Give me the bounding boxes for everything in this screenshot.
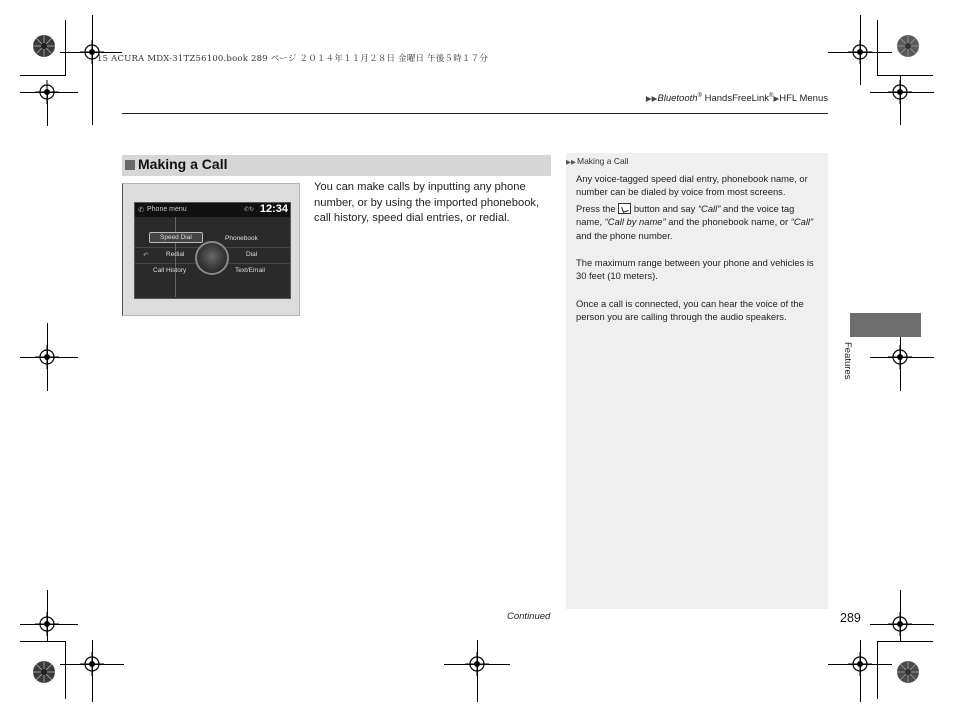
redial-icon: ↶: [143, 252, 149, 259]
breadcrumb-arrow-icon: ▶: [773, 94, 780, 104]
registration-target-icon: [465, 652, 489, 676]
section-heading-bar: [122, 155, 551, 176]
continued-label: Continued: [507, 611, 551, 622]
registration-target-icon: [848, 40, 872, 64]
para2-text: and the phone number.: [576, 229, 673, 241]
section-title: Making a Call: [138, 156, 228, 172]
breadcrumb-mark2: ®: [769, 93, 774, 99]
breadcrumb-mark1: ®: [697, 93, 702, 99]
talk-button-icon: [618, 203, 631, 214]
registration-target-icon: [888, 345, 912, 369]
registration-target-icon: [80, 652, 104, 676]
menu-item-redial[interactable]: Redial: [166, 251, 185, 258]
breadcrumb-part2: HandsFreeLink: [701, 93, 770, 105]
sidebar-heading-text: Making a Call: [577, 156, 629, 166]
menu-item-phonebook[interactable]: Phonebook: [225, 235, 258, 242]
voice-command: “Call”: [697, 203, 721, 214]
para2-text: and the phonebook name, or: [665, 216, 791, 228]
screen-top-bar: [135, 203, 290, 217]
page-number: 289: [840, 611, 861, 625]
screen-title: Phone menu: [147, 206, 187, 213]
star-target-icon: [896, 660, 920, 684]
bluetooth-status-icon: ✆↻: [243, 207, 254, 213]
menu-item-call-history[interactable]: Call History: [153, 267, 187, 274]
breadcrumb-arrow-icon: ▶▶: [645, 94, 658, 104]
sidebar-heading: [566, 156, 629, 166]
breadcrumb: [646, 93, 828, 104]
star-target-icon: [32, 34, 56, 58]
para2-text: and the voice tag name,: [576, 203, 795, 228]
star-target-icon: [32, 660, 56, 684]
phone-icon: ✆: [138, 207, 144, 214]
menu-item-text-email[interactable]: Text/Email: [235, 267, 265, 274]
sidebar-paragraph-4: Once a call is connected, you can hear the voice of the person you are calling through the audio speakers.: [576, 298, 804, 323]
section-body-text: You can make calls by inputting any phone number, or by using the imported phonebook, call history, speed dial entries, or redial.: [314, 181, 540, 225]
registration-target-icon: [35, 80, 59, 104]
para2-text: button and say: [631, 203, 698, 214]
phone-menu-figure: [122, 183, 300, 316]
registration-target-icon: [888, 612, 912, 636]
sidebar-paragraph-2: [576, 202, 822, 242]
breadcrumb-part3: HFL Menus: [779, 93, 828, 105]
sidebar-paragraph-3: The maximum range between your phone and vehicles is 30 feet (10 meters).: [576, 257, 814, 282]
reference-arrow-icon: ▶▶: [566, 159, 576, 166]
voice-command: “Call”: [790, 216, 814, 228]
chapter-tab-label: Features: [842, 342, 853, 380]
para2-text: Press the: [576, 203, 619, 214]
voice-command: “Call by name”: [604, 216, 666, 228]
breadcrumb-part1: Bluetooth: [657, 93, 698, 105]
registration-target-icon: [35, 345, 59, 369]
section-square-icon: [125, 160, 135, 170]
registration-target-icon: [888, 80, 912, 104]
star-target-icon: [896, 34, 920, 58]
registration-target-icon: [848, 652, 872, 676]
registration-target-icon: [35, 612, 59, 636]
header-rule: [122, 113, 828, 114]
print-info: 15 ACURA MDX-31TZ56100.book 289 ページ ２０１４年１１月２８日 金曜日 午後５時１７分: [97, 54, 489, 64]
screen-clock: 12:34: [259, 203, 288, 215]
sidebar-paragraph-1: Any voice-tagged speed dial entry, phonebook name, or number can be dialed by voice from most screens.: [576, 173, 808, 198]
chapter-tab: [850, 313, 921, 337]
phone-menu-screen: [134, 202, 291, 299]
interface-dial-knob[interactable]: [195, 241, 229, 275]
menu-item-dial[interactable]: Dial: [246, 251, 258, 258]
menu-item-speed-dial[interactable]: Speed Dial: [149, 232, 203, 243]
